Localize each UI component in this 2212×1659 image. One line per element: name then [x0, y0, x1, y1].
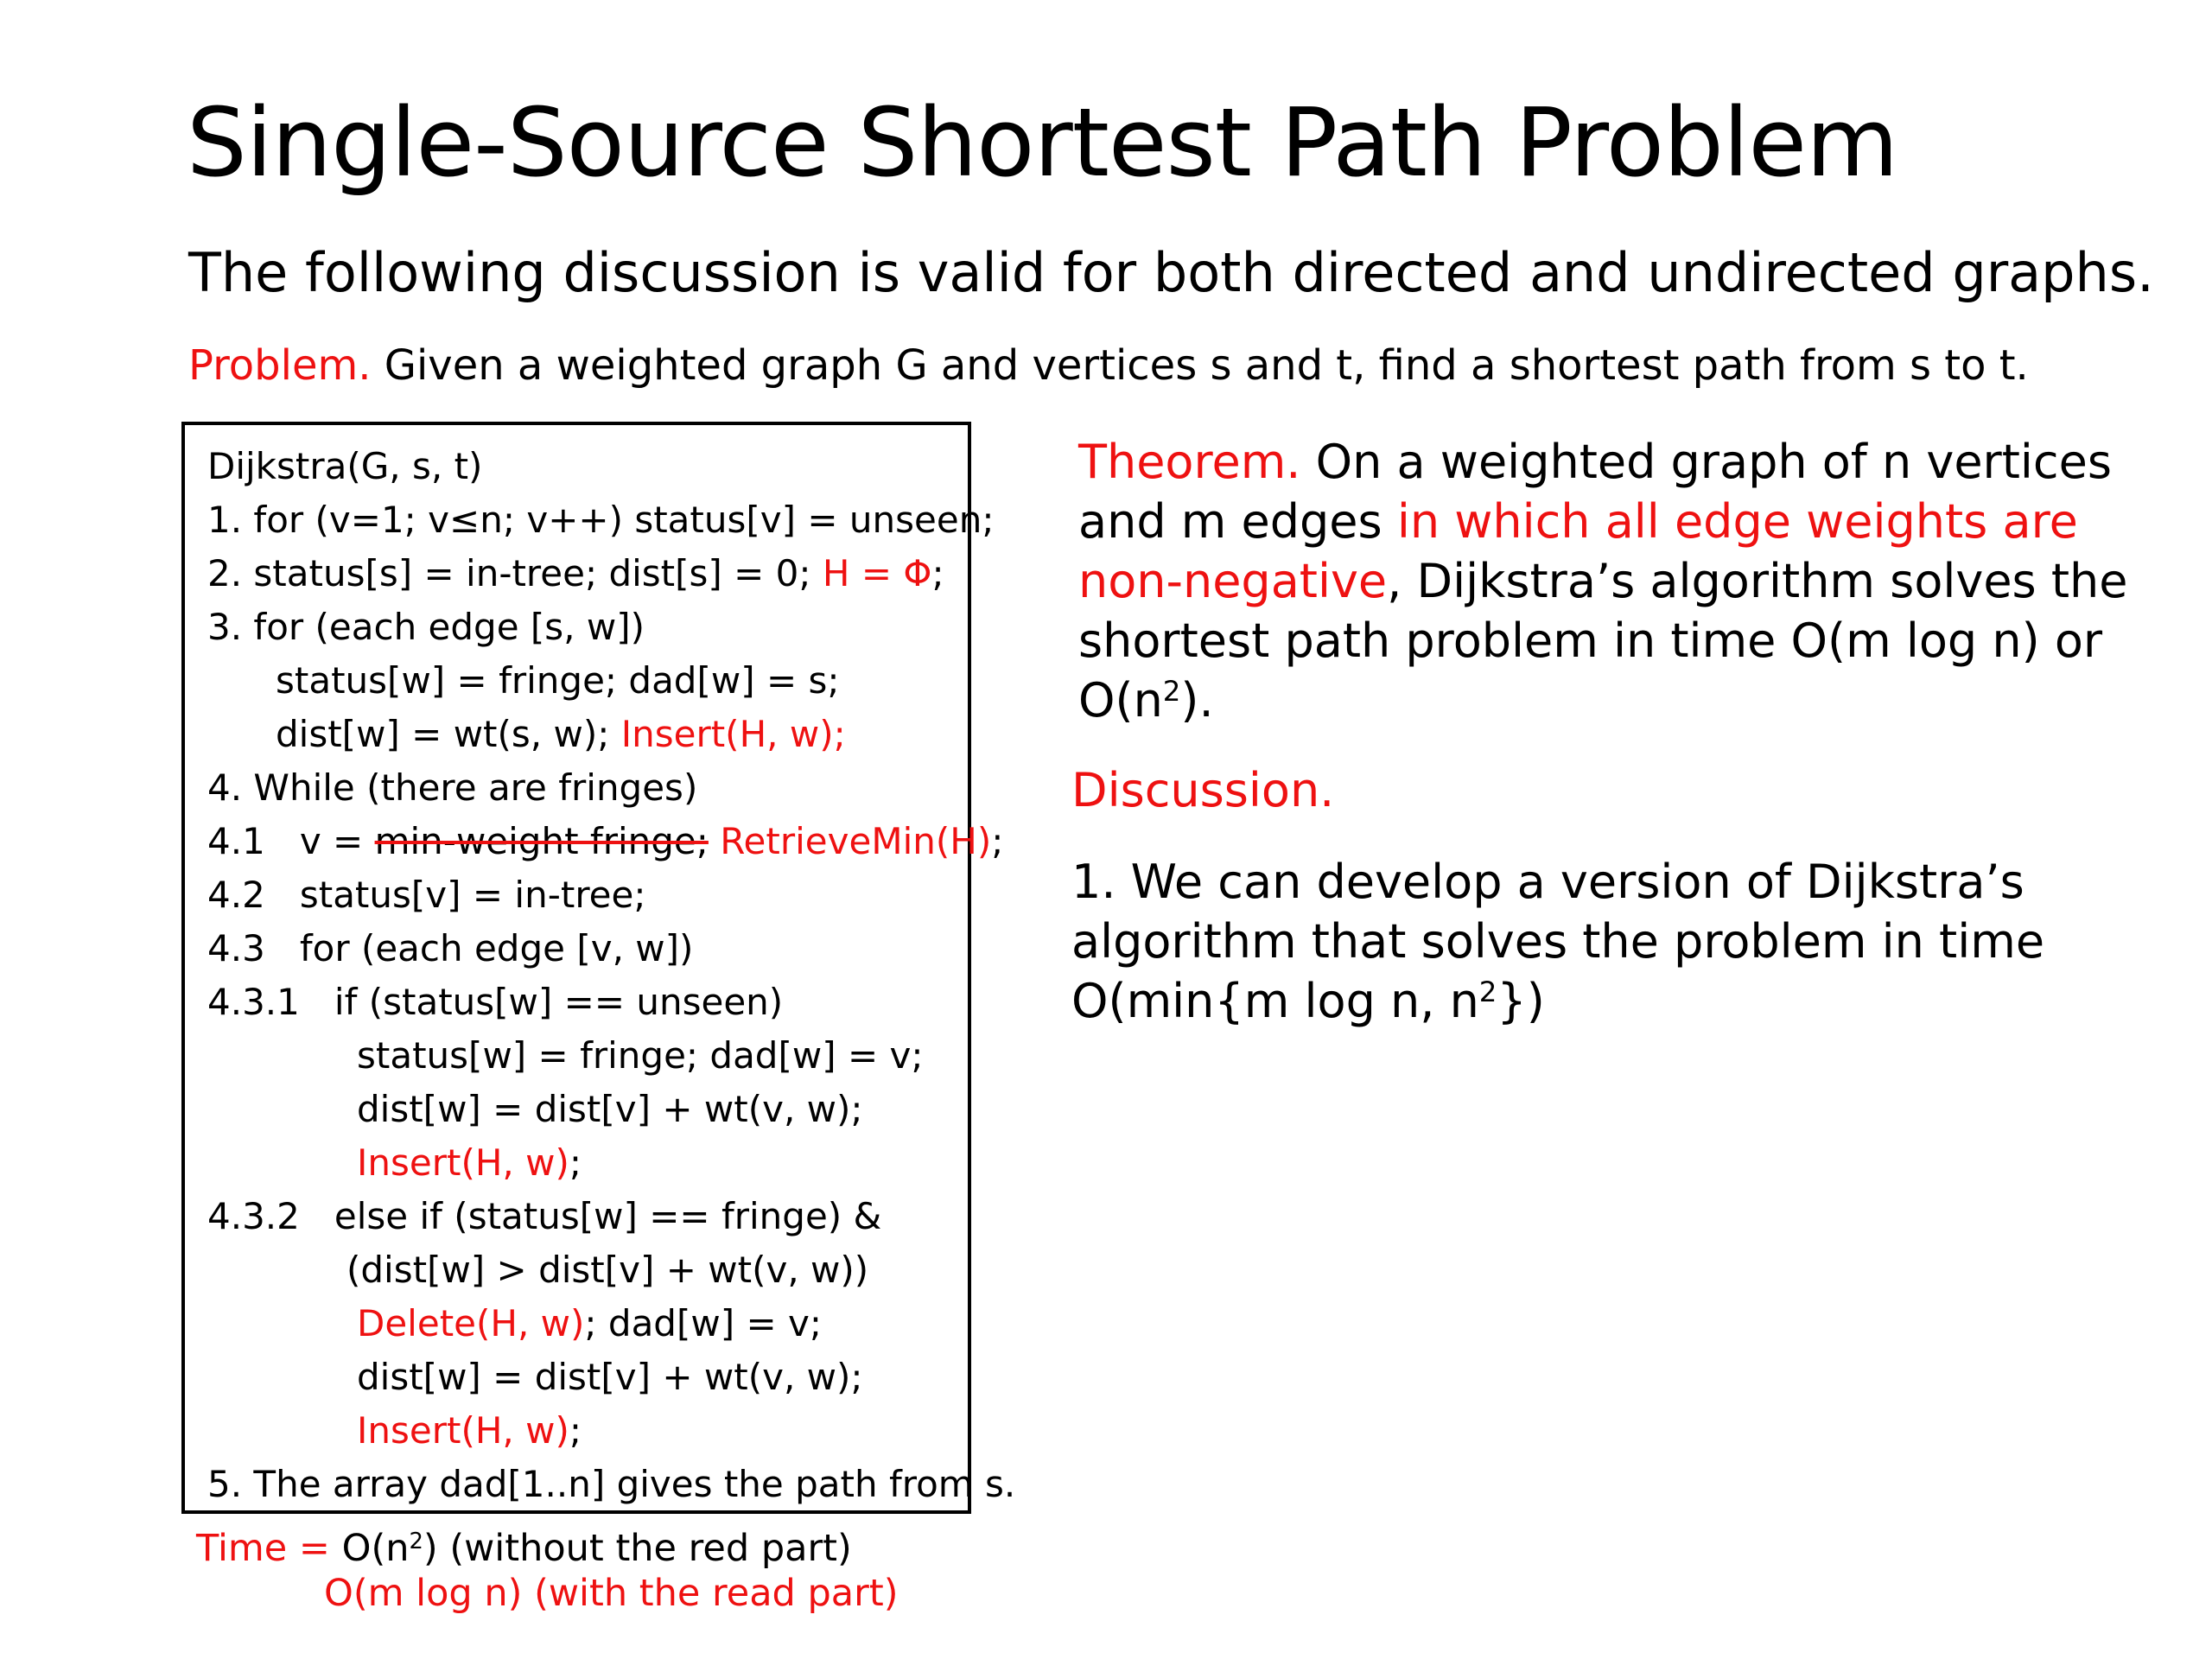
code-line-4-3-2-a: [357, 1298, 822, 1350]
code-line-4-3-2-insert: Insert(H, w): [357, 1409, 569, 1452]
code-line-4-3-2: 4.3.2 else if (status[w] == fringe) &: [207, 1195, 882, 1237]
code-line-4-3: 4.3 for (each edge [v, w]): [207, 927, 694, 969]
problem-text: Given a weighted graph G and vertices s and t, find a shortest path from s to t.: [371, 341, 2029, 390]
theorem-text-b: , Dijkstra’s algorithm solves the shortest path problem in time O(m log n) or O(n: [1078, 554, 2128, 728]
discussion-heading: Discussion.: [1071, 763, 1335, 817]
code-line-4-3-1-end: ;: [569, 1141, 582, 1184]
problem-label: Problem.: [188, 341, 372, 390]
code-line-4-3-2-dad: ; dad[w] = v;: [584, 1302, 822, 1344]
discussion-item-1-text: 1. We can develop a version of Dijkstra’s algorithm that solves the problem in time O(min{m log n, n: [1071, 855, 2045, 1028]
time-note-line-1: [196, 1526, 898, 1571]
time-complexity-note: [196, 1526, 898, 1616]
slide-subtitle: The following discussion is valid for both directed and undirected graphs.: [188, 241, 2154, 304]
time-line-1-b: ) (without the red part): [423, 1527, 852, 1570]
theorem-text-a: On a weighted graph of n vertices and m edges: [1078, 435, 2112, 549]
code-line-4-3-2-condition: (dist[w] > dist[v] + wt(v, w)): [346, 1249, 869, 1291]
code-line-4-3-1-a: status[w] = fringe; dad[w] = v;: [357, 1034, 924, 1077]
pseudocode-box: [181, 422, 1016, 1514]
code-line-3-2: [276, 709, 846, 760]
code-line-4-1: [207, 816, 1003, 868]
code-line-4-3-1-insert: Insert(H, w): [357, 1141, 569, 1184]
slide-title: Single-Source Shortest Path Problem: [187, 87, 1898, 198]
code-line-2-text: 2. status[s] = in-tree; dist[s] = 0;: [207, 552, 823, 594]
time-note-line-2: O(m log n) (with the read part): [324, 1572, 899, 1615]
problem-statement: [188, 339, 2029, 392]
code-line-2-heap-init: H = Φ: [822, 552, 932, 594]
code-line-3-2-text: dist[w] = wt(s, w);: [276, 713, 621, 755]
code-line-4-3-1: 4.3.1 if (status[w] == unseen): [207, 981, 784, 1023]
code-line-4-3-1-b: dist[w] = dist[v] + wt(v, w);: [357, 1088, 863, 1130]
discussion-item-1-end: }): [1497, 974, 1545, 1028]
code-line-4-1-end: ;: [991, 820, 1004, 862]
code-line-4: 4. While (there are fringes): [207, 766, 698, 809]
code-header: Dijkstra(G, s, t): [207, 445, 483, 487]
code-line-5: 5. The array dad[1..n] gives the path from s.: [207, 1463, 1016, 1505]
code-line-4-1-retrievemin: RetrieveMin(H): [720, 820, 992, 862]
code-line-3: 3. for (each edge [s, w]): [207, 606, 645, 648]
code-line-2-end: ;: [931, 552, 944, 594]
time-line-1-a: O(n: [341, 1527, 410, 1570]
theorem-text-c: ).: [1180, 673, 1214, 728]
time-line-1-sup: 2: [409, 1528, 423, 1554]
code-line-4-1-text: 4.1 v =: [207, 820, 375, 862]
code-line-4-3-2-end: ;: [569, 1409, 582, 1452]
discussion-item-1: [1071, 852, 2143, 1031]
theorem-condition: in which all edge weights are non-negative: [1078, 494, 2078, 608]
code-line-4-1-struck: min-weight fringe;: [374, 820, 709, 862]
code-line-1: 1. for (v=1; v≤n; v++) status[v] = unseen;: [207, 499, 995, 541]
code-line-4-3-2-delete: Delete(H, w): [357, 1302, 585, 1344]
theorem-sup: 2: [1162, 675, 1181, 709]
code-line-4-3-1-c: [357, 1137, 582, 1189]
theorem-label: Theorem.: [1078, 435, 1301, 489]
discussion-item-1-sup: 2: [1478, 976, 1497, 1009]
code-line-3-1: status[w] = fringe; dad[w] = s;: [276, 659, 840, 702]
code-line-4-3-2-b: dist[w] = dist[v] + wt(v, w);: [357, 1356, 863, 1398]
code-line-4-1-space: [709, 820, 720, 862]
code-line-2: [207, 548, 944, 600]
code-line-4-3-2-c: [357, 1405, 582, 1457]
code-line-4-2: 4.2 status[v] = in-tree;: [207, 874, 646, 916]
code-line-3-2-insert: Insert(H, w);: [620, 713, 846, 755]
theorem-block: [1078, 432, 2141, 730]
time-label: Time =: [196, 1527, 342, 1570]
